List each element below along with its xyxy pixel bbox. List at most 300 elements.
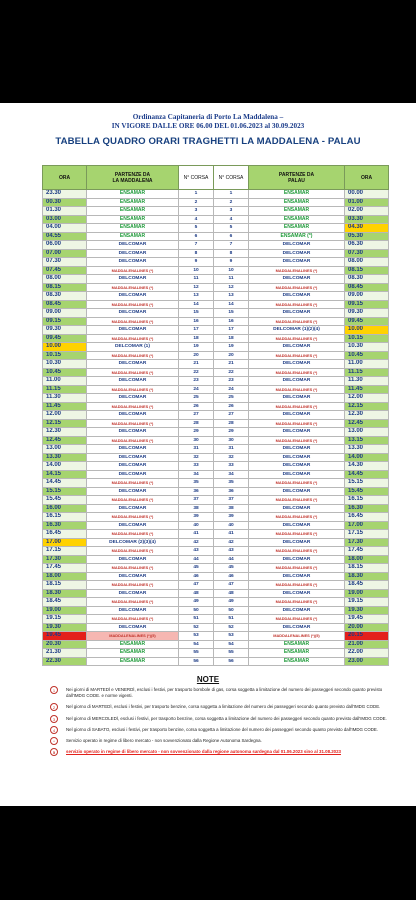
departure-time-palau: 10.30 bbox=[345, 343, 389, 352]
departure-time-maddalena: 11.00 bbox=[43, 377, 87, 386]
table-row bbox=[43, 623, 389, 632]
departure-time-maddalena: 08.00 bbox=[43, 275, 87, 284]
departure-time-maddalena: 07.30 bbox=[43, 258, 87, 267]
operator-palau: DELCOMAR bbox=[249, 309, 345, 318]
operator-palau: ENSAMAR bbox=[249, 640, 345, 649]
corsa-number-left: 48 bbox=[179, 589, 214, 598]
departure-time-palau: 16.15 bbox=[345, 496, 389, 505]
departure-time-maddalena: 08.30 bbox=[43, 292, 87, 301]
corsa-number-left: 13 bbox=[179, 292, 214, 301]
table-row bbox=[43, 343, 389, 352]
operator-palau: DELCOMAR bbox=[249, 504, 345, 513]
operator-palau: MADDALENALINES (*) bbox=[249, 496, 345, 505]
departure-time-maddalena: 11.15 bbox=[43, 385, 87, 394]
corsa-number-right: 13 bbox=[214, 292, 249, 301]
corsa-number-left: 31 bbox=[179, 445, 214, 454]
table-row bbox=[43, 266, 389, 275]
operator-maddalena: DELCOMAR bbox=[87, 258, 179, 267]
departure-time-palau: 08.15 bbox=[345, 266, 389, 275]
departure-time-palau: 08.30 bbox=[345, 275, 389, 284]
operator-palau: DELCOMAR bbox=[249, 445, 345, 454]
corsa-number-left: 2 bbox=[179, 198, 214, 207]
operator-maddalena: MADDALENALINES (*)(5) bbox=[87, 632, 179, 641]
operator-maddalena: MADDALENALINES (*) bbox=[87, 266, 179, 275]
corsa-number-right: 27 bbox=[214, 411, 249, 420]
table-row bbox=[43, 198, 389, 207]
departure-time-palau: 19.30 bbox=[345, 606, 389, 615]
departure-time-palau: 17.15 bbox=[345, 530, 389, 539]
departure-time-maddalena: 14.15 bbox=[43, 470, 87, 479]
operator-maddalena: DELCOMAR bbox=[87, 411, 179, 420]
corsa-number-right: 51 bbox=[214, 615, 249, 624]
table-row bbox=[43, 190, 389, 199]
corsa-number-right: 15 bbox=[214, 309, 249, 318]
departure-time-maddalena: 17.45 bbox=[43, 564, 87, 573]
corsa-number-right: 40 bbox=[214, 521, 249, 530]
operator-palau: DELCOMAR bbox=[249, 249, 345, 258]
col-corsa-left: N° CORSA bbox=[179, 166, 214, 190]
operator-palau: DELCOMAR bbox=[249, 462, 345, 471]
operator-palau: ENSAMAR bbox=[249, 215, 345, 224]
corsa-number-left: 22 bbox=[179, 368, 214, 377]
operator-palau: ENSAMAR bbox=[249, 198, 345, 207]
operator-palau: ENSAMAR bbox=[249, 190, 345, 199]
table-row bbox=[43, 385, 389, 394]
operator-palau: DELCOMAR bbox=[249, 343, 345, 352]
operator-palau: DELCOMAR bbox=[249, 394, 345, 403]
departure-time-palau: 22.00 bbox=[345, 649, 389, 658]
corsa-number-right: 50 bbox=[214, 606, 249, 615]
note-item bbox=[52, 704, 392, 710]
corsa-number-left: 34 bbox=[179, 470, 214, 479]
table-row bbox=[43, 547, 389, 556]
note-marker: 2 bbox=[50, 703, 58, 711]
corsa-number-right: 32 bbox=[214, 453, 249, 462]
operator-maddalena: DELCOMAR bbox=[87, 453, 179, 462]
table-row bbox=[43, 615, 389, 624]
corsa-number-left: 49 bbox=[179, 598, 214, 607]
departure-time-palau: 15.15 bbox=[345, 479, 389, 488]
table-row bbox=[43, 496, 389, 505]
operator-palau: MADDALENALINES (*) bbox=[249, 615, 345, 624]
corsa-number-right: 49 bbox=[214, 598, 249, 607]
corsa-number-left: 53 bbox=[179, 632, 214, 641]
operator-maddalena: DELCOMAR bbox=[87, 606, 179, 615]
table-row bbox=[43, 300, 389, 309]
corsa-number-right: 3 bbox=[214, 207, 249, 216]
departure-time-palau: 13.00 bbox=[345, 428, 389, 437]
departure-time-palau: 09.15 bbox=[345, 300, 389, 309]
corsa-number-right: 20 bbox=[214, 351, 249, 360]
departure-time-maddalena: 09.45 bbox=[43, 334, 87, 343]
departure-time-maddalena: 04.00 bbox=[43, 224, 87, 233]
corsa-number-right: 26 bbox=[214, 402, 249, 411]
table-row bbox=[43, 640, 389, 649]
operator-maddalena: DELCOMAR bbox=[87, 309, 179, 318]
operator-palau: DELCOMAR bbox=[249, 470, 345, 479]
corsa-number-left: 43 bbox=[179, 547, 214, 556]
operator-palau: MADDALENALINES (*) bbox=[249, 530, 345, 539]
operator-maddalena: MADDALENALINES (*) bbox=[87, 368, 179, 377]
table-row bbox=[43, 249, 389, 258]
departure-time-maddalena: 11.30 bbox=[43, 394, 87, 403]
operator-palau: MADDALENALINES (*) bbox=[249, 598, 345, 607]
corsa-number-right: 47 bbox=[214, 581, 249, 590]
operator-maddalena: DELCOMAR bbox=[87, 589, 179, 598]
table-row bbox=[43, 453, 389, 462]
operator-palau: ENSAMAR bbox=[249, 657, 345, 666]
operator-maddalena: MADDALENALINES (*) bbox=[87, 598, 179, 607]
operator-maddalena: DELCOMAR bbox=[87, 623, 179, 632]
departure-time-palau: 04.30 bbox=[345, 224, 389, 233]
operator-palau: DELCOMAR bbox=[249, 538, 345, 547]
operator-palau: DELCOMAR bbox=[249, 453, 345, 462]
operator-palau: MADDALENALINES (*) bbox=[249, 334, 345, 343]
table-row bbox=[43, 283, 389, 292]
corsa-number-left: 33 bbox=[179, 462, 214, 471]
operator-maddalena: DELCOMAR bbox=[87, 487, 179, 496]
corsa-number-left: 20 bbox=[179, 351, 214, 360]
departure-time-maddalena: 15.45 bbox=[43, 496, 87, 505]
operator-maddalena: DELCOMAR bbox=[87, 428, 179, 437]
corsa-number-right: 4 bbox=[214, 215, 249, 224]
operator-palau: ENSAMAR bbox=[249, 224, 345, 233]
col-ora-left: ORA bbox=[43, 166, 87, 190]
operator-maddalena: DELCOMAR (1) bbox=[87, 343, 179, 352]
departure-time-palau: 15.45 bbox=[345, 487, 389, 496]
corsa-number-left: 12 bbox=[179, 283, 214, 292]
corsa-number-right: 30 bbox=[214, 436, 249, 445]
corsa-number-right: 29 bbox=[214, 428, 249, 437]
corsa-number-left: 35 bbox=[179, 479, 214, 488]
departure-time-maddalena: 19.15 bbox=[43, 615, 87, 624]
operator-maddalena: ENSAMAR bbox=[87, 640, 179, 649]
col-ora-right: ORA bbox=[345, 166, 389, 190]
table-row bbox=[43, 309, 389, 318]
corsa-number-left: 15 bbox=[179, 309, 214, 318]
table-row bbox=[43, 504, 389, 513]
table-row bbox=[43, 513, 389, 522]
corsa-number-left: 3 bbox=[179, 207, 214, 216]
departure-time-palau: 19.45 bbox=[345, 615, 389, 624]
departure-time-maddalena: 06.00 bbox=[43, 241, 87, 250]
table-row bbox=[43, 470, 389, 479]
table-row bbox=[43, 657, 389, 666]
corsa-number-left: 9 bbox=[179, 258, 214, 267]
corsa-number-left: 45 bbox=[179, 564, 214, 573]
departure-time-maddalena: 03.00 bbox=[43, 215, 87, 224]
corsa-number-left: 8 bbox=[179, 249, 214, 258]
corsa-number-left: 24 bbox=[179, 385, 214, 394]
corsa-number-right: 37 bbox=[214, 496, 249, 505]
operator-palau: DELCOMAR bbox=[249, 606, 345, 615]
ferry-timetable bbox=[42, 165, 389, 666]
corsa-number-left: 42 bbox=[179, 538, 214, 547]
note-marker: 4 bbox=[50, 726, 58, 734]
corsa-number-left: 25 bbox=[179, 394, 214, 403]
operator-maddalena: ENSAMAR bbox=[87, 232, 179, 241]
note-item bbox=[52, 727, 392, 733]
operator-palau: DELCOMAR bbox=[249, 275, 345, 284]
corsa-number-left: 17 bbox=[179, 326, 214, 335]
ordinance-header bbox=[0, 113, 416, 131]
operator-palau: ENSAMAR (*) bbox=[249, 232, 345, 241]
operator-palau: MADDALENALINES (*) bbox=[249, 564, 345, 573]
operator-maddalena: DELCOMAR bbox=[87, 241, 179, 250]
departure-time-maddalena: 22.30 bbox=[43, 657, 87, 666]
table-row bbox=[43, 632, 389, 641]
corsa-number-right: 5 bbox=[214, 224, 249, 233]
corsa-number-left: 26 bbox=[179, 402, 214, 411]
table-row bbox=[43, 572, 389, 581]
departure-time-palau: 10.15 bbox=[345, 334, 389, 343]
table-row bbox=[43, 377, 389, 386]
departure-time-palau: 09.30 bbox=[345, 309, 389, 318]
table-row bbox=[43, 258, 389, 267]
departure-time-maddalena: 16.45 bbox=[43, 530, 87, 539]
departure-time-palau: 16.30 bbox=[345, 504, 389, 513]
departure-time-palau: 11.45 bbox=[345, 385, 389, 394]
table-row bbox=[43, 232, 389, 241]
departure-time-palau: 14.00 bbox=[345, 453, 389, 462]
corsa-number-left: 23 bbox=[179, 377, 214, 386]
operator-palau: DELCOMAR bbox=[249, 258, 345, 267]
corsa-number-right: 25 bbox=[214, 394, 249, 403]
table-row bbox=[43, 334, 389, 343]
table-row bbox=[43, 428, 389, 437]
departure-time-maddalena: 08.45 bbox=[43, 300, 87, 309]
table-row bbox=[43, 207, 389, 216]
corsa-number-left: 28 bbox=[179, 419, 214, 428]
ordinance-line-2: IN VIGORE DALLE ORE 06.00 DEL 01.06.2023 al 30.09.2023 bbox=[111, 122, 305, 130]
table-row bbox=[43, 649, 389, 658]
operator-maddalena: MADDALENALINES (*) bbox=[87, 300, 179, 309]
operator-maddalena: MADDALENALINES (*) bbox=[87, 581, 179, 590]
departure-time-maddalena: 16.30 bbox=[43, 521, 87, 530]
departure-time-maddalena: 23.30 bbox=[43, 190, 87, 199]
note-text: Nel giorno di MERCOLEDÌ, esclusi i festivi, per trasporto benzine, corsa soggetta a limitazione del numero dei passeggeri secondo quanto previsto dall'IMDG CODE. bbox=[66, 715, 387, 721]
corsa-number-left: 37 bbox=[179, 496, 214, 505]
corsa-number-right: 42 bbox=[214, 538, 249, 547]
departure-time-maddalena: 12.30 bbox=[43, 428, 87, 437]
departure-time-maddalena: 18.00 bbox=[43, 572, 87, 581]
corsa-number-left: 30 bbox=[179, 436, 214, 445]
corsa-number-right: 1 bbox=[214, 190, 249, 199]
operator-palau: MADDALENALINES (*) bbox=[249, 581, 345, 590]
corsa-number-right: 12 bbox=[214, 283, 249, 292]
departure-time-maddalena: 17.00 bbox=[43, 538, 87, 547]
corsa-number-left: 5 bbox=[179, 224, 214, 233]
departure-time-maddalena: 15.15 bbox=[43, 487, 87, 496]
corsa-number-left: 11 bbox=[179, 275, 214, 284]
table-row bbox=[43, 606, 389, 615]
operator-maddalena: MADDALENALINES (*) bbox=[87, 479, 179, 488]
operator-palau: DELCOMAR bbox=[249, 360, 345, 369]
note-marker: 1 bbox=[50, 686, 58, 694]
operator-palau: DELCOMAR bbox=[249, 555, 345, 564]
corsa-number-right: 39 bbox=[214, 513, 249, 522]
table-row bbox=[43, 445, 389, 454]
operator-palau: ENSAMAR bbox=[249, 207, 345, 216]
operator-maddalena: MADDALENALINES (*) bbox=[87, 283, 179, 292]
col-departures-palau: PARTENZE DA PALAU bbox=[249, 166, 345, 190]
operator-palau: MADDALENALINES (*) bbox=[249, 351, 345, 360]
departure-time-palau: 17.00 bbox=[345, 521, 389, 530]
operator-palau: DELCOMAR bbox=[249, 428, 345, 437]
operator-maddalena: MADDALENALINES (*) bbox=[87, 530, 179, 539]
operator-palau: MADDALENALINES (*) bbox=[249, 368, 345, 377]
operator-maddalena: MADDALENALINES (*) bbox=[87, 615, 179, 624]
corsa-number-right: 33 bbox=[214, 462, 249, 471]
departure-time-palau: 02.00 bbox=[345, 207, 389, 216]
note-text: Nel giorno di MARTEDÌ, esclusi i festivi, per trasporto benzine, corsa soggetta a limitazione del numero dei passeggeri secondo quanto previsto dall'IMDG CODE. bbox=[66, 704, 381, 710]
operator-maddalena: DELCOMAR bbox=[87, 470, 179, 479]
operator-maddalena: ENSAMAR bbox=[87, 198, 179, 207]
corsa-number-right: 21 bbox=[214, 360, 249, 369]
table-row bbox=[43, 479, 389, 488]
operator-palau: MADDALENALINES (*) bbox=[249, 479, 345, 488]
table-row bbox=[43, 538, 389, 547]
table-row bbox=[43, 555, 389, 564]
corsa-number-right: 56 bbox=[214, 657, 249, 666]
corsa-number-right: 18 bbox=[214, 334, 249, 343]
corsa-number-left: 41 bbox=[179, 530, 214, 539]
departure-time-palau: 20.00 bbox=[345, 623, 389, 632]
corsa-number-right: 11 bbox=[214, 275, 249, 284]
departure-time-palau: 12.30 bbox=[345, 411, 389, 420]
table-row bbox=[43, 581, 389, 590]
corsa-number-right: 38 bbox=[214, 504, 249, 513]
departure-time-maddalena: 14.00 bbox=[43, 462, 87, 471]
corsa-number-right: 52 bbox=[214, 623, 249, 632]
departure-time-maddalena: 18.45 bbox=[43, 598, 87, 607]
departure-time-maddalena: 18.30 bbox=[43, 589, 87, 598]
operator-maddalena: ENSAMAR bbox=[87, 190, 179, 199]
departure-time-maddalena: 16.15 bbox=[43, 513, 87, 522]
corsa-number-left: 18 bbox=[179, 334, 214, 343]
table-row bbox=[43, 521, 389, 530]
operator-maddalena: ENSAMAR bbox=[87, 649, 179, 658]
departure-time-palau: 13.15 bbox=[345, 436, 389, 445]
corsa-number-left: 52 bbox=[179, 623, 214, 632]
corsa-number-left: 32 bbox=[179, 453, 214, 462]
corsa-number-left: 29 bbox=[179, 428, 214, 437]
operator-maddalena: DELCOMAR bbox=[87, 249, 179, 258]
corsa-number-right: 45 bbox=[214, 564, 249, 573]
note-item bbox=[52, 749, 392, 755]
operator-maddalena: DELCOMAR bbox=[87, 292, 179, 301]
corsa-number-right: 35 bbox=[214, 479, 249, 488]
departure-time-palau: 12.15 bbox=[345, 402, 389, 411]
corsa-number-left: 27 bbox=[179, 411, 214, 420]
col-corsa-right: N° CORSA bbox=[214, 166, 249, 190]
departure-time-palau: 10.00 bbox=[345, 326, 389, 335]
corsa-number-right: 17 bbox=[214, 326, 249, 335]
departure-time-maddalena: 17.30 bbox=[43, 555, 87, 564]
departure-time-palau: 12.00 bbox=[345, 394, 389, 403]
departure-time-maddalena: 09.30 bbox=[43, 326, 87, 335]
corsa-number-left: 40 bbox=[179, 521, 214, 530]
corsa-number-right: 46 bbox=[214, 572, 249, 581]
operator-maddalena: DELCOMAR bbox=[87, 326, 179, 335]
operator-palau: MADDALENALINES (*) bbox=[249, 266, 345, 275]
operator-maddalena: DELCOMAR bbox=[87, 572, 179, 581]
timetable-body bbox=[43, 190, 389, 666]
note-item bbox=[52, 738, 392, 744]
departure-time-palau: 11.15 bbox=[345, 368, 389, 377]
departure-time-palau: 21.00 bbox=[345, 640, 389, 649]
corsa-number-right: 28 bbox=[214, 419, 249, 428]
operator-maddalena: MADDALENALINES (*) bbox=[87, 317, 179, 326]
ordinance-line-1: Ordinanza Capitaneria di Porto La Maddalena – bbox=[132, 113, 284, 121]
table-row bbox=[43, 564, 389, 573]
corsa-number-left: 16 bbox=[179, 317, 214, 326]
departure-time-maddalena: 21.30 bbox=[43, 649, 87, 658]
departure-time-maddalena: 09.00 bbox=[43, 309, 87, 318]
departure-time-palau: 17.45 bbox=[345, 547, 389, 556]
departure-time-maddalena: 10.30 bbox=[43, 360, 87, 369]
departure-time-maddalena: 07.45 bbox=[43, 266, 87, 275]
departure-time-palau: 19.15 bbox=[345, 598, 389, 607]
operator-palau: MADDALENALINES (*) bbox=[249, 283, 345, 292]
corsa-number-right: 48 bbox=[214, 589, 249, 598]
departure-time-palau: 23.00 bbox=[345, 657, 389, 666]
table-row bbox=[43, 215, 389, 224]
corsa-number-right: 2 bbox=[214, 198, 249, 207]
table-row bbox=[43, 224, 389, 233]
corsa-number-left: 56 bbox=[179, 657, 214, 666]
operator-maddalena: DELCOMAR bbox=[87, 275, 179, 284]
departure-time-maddalena: 09.15 bbox=[43, 317, 87, 326]
departure-time-maddalena: 14.45 bbox=[43, 479, 87, 488]
operator-palau: MADDALENALINES (*) bbox=[249, 317, 345, 326]
note-marker: 3 bbox=[50, 715, 58, 723]
note-item bbox=[52, 716, 392, 722]
departure-time-palau: 09.45 bbox=[345, 317, 389, 326]
table-row bbox=[43, 436, 389, 445]
operator-maddalena: MADDALENALINES (*) bbox=[87, 402, 179, 411]
corsa-number-right: 31 bbox=[214, 445, 249, 454]
corsa-number-right: 41 bbox=[214, 530, 249, 539]
table-row bbox=[43, 394, 389, 403]
notes-title: NOTE bbox=[196, 675, 220, 684]
operator-maddalena: DELCOMAR bbox=[87, 445, 179, 454]
note-text: servizio operato in regime di libero mercato - non sovvenzionato dalla regione autonoma sardegna dal 01.06.2023 sino al 31.08.2023 bbox=[66, 749, 341, 755]
corsa-number-left: 54 bbox=[179, 640, 214, 649]
corsa-number-left: 55 bbox=[179, 649, 214, 658]
table-row bbox=[43, 419, 389, 428]
timetable-title: TABELLA QUADRO ORARI TRAGHETTI LA MADDALENA - PALAU bbox=[55, 136, 361, 147]
departure-time-palau: 08.45 bbox=[345, 283, 389, 292]
operator-maddalena: MADDALENALINES (*) bbox=[87, 436, 179, 445]
operator-palau: ENSAMAR bbox=[249, 649, 345, 658]
departure-time-palau: 14.45 bbox=[345, 470, 389, 479]
corsa-number-right: 22 bbox=[214, 368, 249, 377]
operator-maddalena: MADDALENALINES (*) bbox=[87, 496, 179, 505]
timetable-document bbox=[0, 103, 416, 806]
table-row bbox=[43, 411, 389, 420]
table-row bbox=[43, 292, 389, 301]
departure-time-palau: 18.15 bbox=[345, 564, 389, 573]
corsa-number-left: 50 bbox=[179, 606, 214, 615]
table-row bbox=[43, 487, 389, 496]
corsa-number-left: 51 bbox=[179, 615, 214, 624]
departure-time-palau: 16.45 bbox=[345, 513, 389, 522]
corsa-number-right: 9 bbox=[214, 258, 249, 267]
operator-palau: DELCOMAR bbox=[249, 572, 345, 581]
operator-palau: MADDALENALINES (*) bbox=[249, 385, 345, 394]
departure-time-palau: 14.30 bbox=[345, 462, 389, 471]
